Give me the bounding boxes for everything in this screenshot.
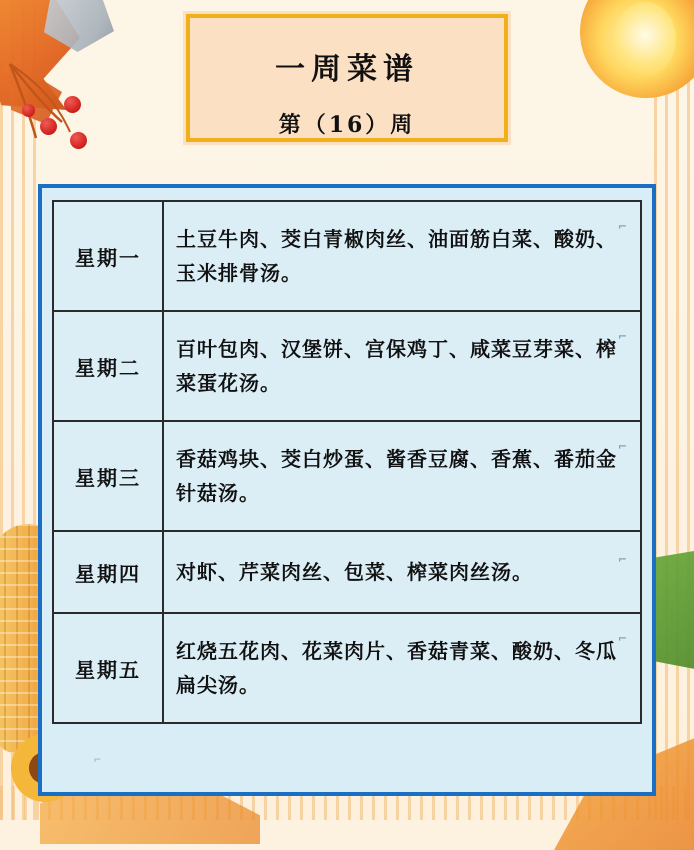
berry-icon [40,118,57,135]
day-label: 星期三 [53,421,163,531]
cell-mark-icon: ⌐ [617,631,628,645]
dishes-cell [163,311,641,421]
dishes-text: 百叶包肉、汉堡饼、宫保鸡丁、咸菜豆芽菜、榨菜蛋花汤。 [176,336,617,395]
sun-core-icon [614,2,676,76]
table-row [53,311,641,421]
table-row [53,613,641,723]
dishes-cell [163,421,641,531]
berry-icon [22,104,35,117]
day-label: 星期四 [53,531,163,613]
berry-icon [64,96,81,113]
weekly-menu-table [52,200,642,724]
dishes-cell [163,531,641,613]
table-row [53,421,641,531]
table-row [53,531,641,613]
dishes-text: 红烧五花肉、花菜肉片、香菇青菜、酸奶、冬瓜扁尖汤。 [176,638,617,697]
page-subtitle: 第（16）周 [278,112,416,138]
dishes-text: 香菇鸡块、茭白炒蛋、酱香豆腐、香蕉、番茄金针菇汤。 [176,446,617,505]
dishes-text: 对虾、芹菜肉丝、包菜、榨菜肉丝汤。 [176,559,533,584]
cell-mark-icon: ⌐ [617,219,628,233]
table-row [53,201,641,311]
title-card [186,14,508,142]
dishes-cell [163,201,641,311]
cell-mark-icon: ⌐ [617,329,628,343]
berry-icon [70,132,87,149]
bottom-mark-icon: ⌐ [94,752,102,766]
day-label: 星期一 [53,201,163,311]
decorative-stripes-right [654,0,694,820]
menu-table-container [38,184,656,796]
day-label: 星期五 [53,613,163,723]
day-label: 星期二 [53,311,163,421]
cell-mark-icon: ⌐ [617,439,628,453]
dishes-text: 土豆牛肉、茭白青椒肉丝、油面筋白菜、酸奶、玉米排骨汤。 [176,226,617,285]
cell-mark-icon: ⌐ [617,552,628,566]
dishes-cell [163,613,641,723]
page-title: 一周菜谱 [275,52,419,87]
